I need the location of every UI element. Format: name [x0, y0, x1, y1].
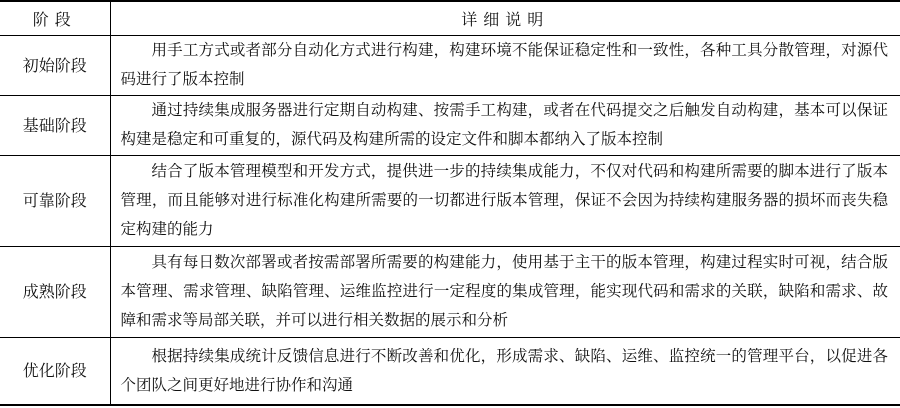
- detail-cell: 具有每日数次部署或者按需部署所需要的构建能力，使用基于主干的版本管理，构建过程实时可视，结合版本管理、需求管理、缺陷管理、运维监控进行一定程度的集成管理，能实现代码和需求的关联，缺陷和需求、故障和需求等局部关联，并可以进行相关数据的展示和分析: [110, 246, 900, 337]
- header-detail: 详细说明: [110, 1, 900, 35]
- table-row: [0, 155, 900, 246]
- table-row: [0, 35, 900, 95]
- stage-cell: 优化阶段: [0, 337, 110, 405]
- detail-cell: 用手工方式或者部分自动化方式进行构建，构建环境不能保证稳定性和一致性，各种工具分散管理，对源代码进行了版本控制: [110, 35, 900, 95]
- stage-cell: 初始阶段: [0, 35, 110, 95]
- table-row: [0, 246, 900, 337]
- table-row: [0, 95, 900, 155]
- table-header-row: [0, 1, 900, 35]
- detail-cell: 根据持续集成统计反馈信息进行不断改善和优化，形成需求、缺陷、运维、监控统一的管理平台，以促进各个团队之间更好地进行协作和沟通: [110, 337, 900, 405]
- header-stage: 阶段: [0, 1, 110, 35]
- stage-cell: 基础阶段: [0, 95, 110, 155]
- stage-cell: 可靠阶段: [0, 155, 110, 246]
- stage-cell: 成熟阶段: [0, 246, 110, 337]
- detail-cell: 结合了版本管理模型和开发方式，提供进一步的持续集成能力，不仅对代码和构建所需要的脚本进行了版本管理，而且能够对进行标准化构建所需要的一切都进行版本管理，保证不会因为持续构建服务器的损坏而丧失稳定构建的能力: [110, 155, 900, 246]
- detail-cell: 通过持续集成服务器进行定期自动构建、按需手工构建，或者在代码提交之后触发自动构建，基本可以保证构建是稳定和可重复的，源代码及构建所需的设定文件和脚本都纳入了版本控制: [110, 95, 900, 155]
- table-row: [0, 337, 900, 405]
